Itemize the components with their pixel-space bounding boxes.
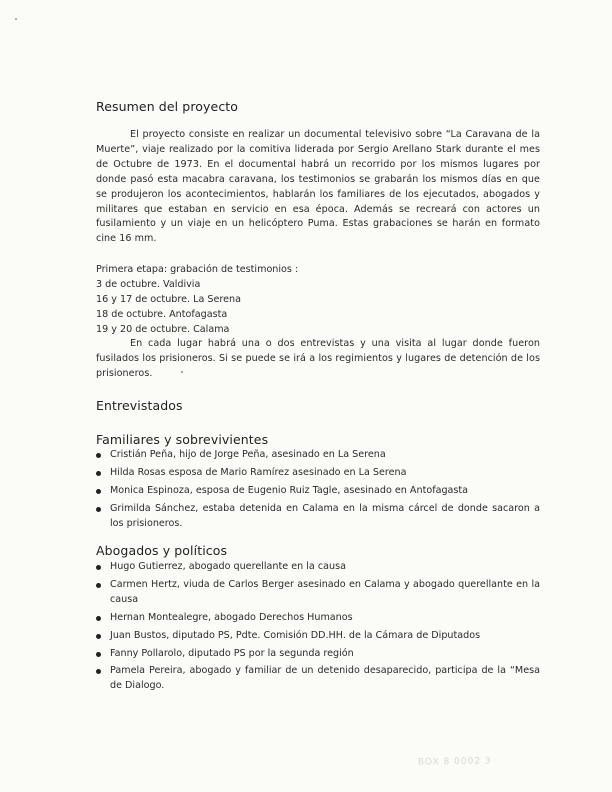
- stage-line: 16 y 17 de octubre. La Serena: [96, 293, 241, 305]
- list-item: Fanny Pollarolo, diputado PS por la segunda región: [96, 647, 540, 662]
- stage-line: 3 de octubre. Valdivia: [96, 278, 201, 290]
- bullet-icon: [96, 489, 101, 494]
- paper-speck: [15, 18, 17, 20]
- stage-line: 19 y 20 de octubre. Calama: [96, 323, 230, 335]
- list-item: Juan Bustos, diputado PS, Pdte. Comisión DD.HH. de la Cámara de Diputados: [96, 629, 540, 644]
- list-item: Hernan Montealegre, abogado Derechos Humanos: [96, 611, 540, 626]
- list-item: Cristián Peña, hijo de Jorge Peña, asesinado en La Serena: [96, 448, 540, 463]
- bullet-icon: [96, 616, 101, 621]
- bullet-icon: [96, 634, 101, 639]
- archive-stamp: BOX 8 0002 3: [417, 756, 492, 768]
- list-item: Hugo Gutierrez, abogado querellante en la causa: [96, 560, 540, 575]
- list-item: Hilda Rosas esposa de Mario Ramírez asesinado en La Serena: [96, 466, 540, 481]
- interviewees-title: Entrevistados: [96, 398, 183, 413]
- stage-paragraph: [96, 337, 540, 382]
- bullet-icon: [96, 669, 101, 674]
- list-item: Grimilda Sánchez, estaba detenida en Calama en la misma cárcel de donde sacaron a los prisioneros.: [96, 502, 540, 532]
- bullet-icon: [96, 583, 101, 588]
- list-item: Pamela Pereira, abogado y familiar de un detenido desaparecido, participa de la “Mesa de Dialogo.: [96, 664, 540, 694]
- bullet-icon: [96, 652, 101, 657]
- stage-list: [96, 263, 298, 338]
- list-item: Monica Espinoza, esposa de Eugenio Ruiz Tagle, asesinado en Antofagasta: [96, 484, 540, 499]
- list-item: Carmen Hertz, viuda de Carlos Berger asesinado en Calama y abogado querellante en la causa: [96, 578, 540, 608]
- bullet-icon: [96, 565, 101, 570]
- families-title: Familiares y sobrevivientes: [96, 432, 269, 447]
- stage-line: Primera etapa: grabación de testimonios :: [96, 264, 299, 275]
- lawyers-title: Abogados y políticos: [96, 543, 228, 558]
- bullet-icon: [96, 453, 101, 458]
- summary-paragraph: [96, 128, 540, 247]
- section-title: Resumen del proyecto: [96, 99, 239, 114]
- bullet-icon: [96, 507, 101, 512]
- stage-text: En cada lugar habrá una o dos entrevistas y una visita al lugar donde fueron fusilados los prisioneros. Si se puede se irá a los regimientos y lugares de detención de los prisioneros.: [96, 338, 540, 379]
- bullet-icon: [96, 471, 101, 476]
- lawyers-list: [96, 560, 540, 697]
- families-list: [96, 448, 540, 535]
- stage-line: 18 de octubre. Antofagasta: [96, 308, 228, 320]
- summary-text: El proyecto consiste en realizar un documental televisivo sobre “La Caravana de la Muerte”, viaje realizado por la comitiva liderada por Sergio Arellano Stark durante el mes de Octubre de 1973. En el documental habrá un recorrido por los mismos lugares por donde pasó esta macabra caravana, los testimonios se grabarán los mismos días en que se produjeron los acontecimientos, hablarán los familiares de los ejecutados, abogados y militares que estaban en servicio en esa época. Además se recreará con actores un fusilamiento y un viaje en un helicóptero Puma. Estas grabaciones se harán en formato cine 16 mm.: [96, 129, 540, 245]
